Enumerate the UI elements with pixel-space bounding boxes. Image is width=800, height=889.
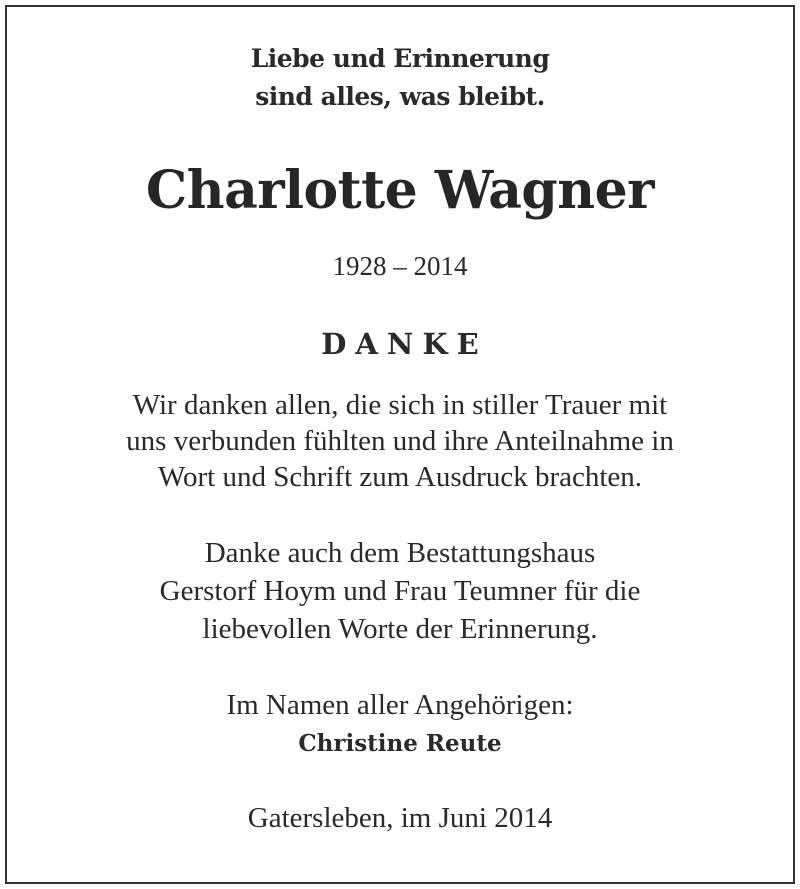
signature-intro: Im Namen aller Angehörigen: [226,689,574,721]
thanks-text-line-1: Wir danken allen, die sich in stiller Trauer mit [132,389,668,421]
place-date: Gatersleben, im Juni 2014 [247,802,553,834]
motto-line-1: Liebe und Erinnerung [250,44,550,73]
motto-line-2: sind alles, was bleibt. [255,82,545,111]
life-dates: 1928 – 2014 [332,251,468,281]
thanks-text-line-2: uns verbunden fühlten und ihre Anteilnahme in [126,425,674,457]
signer-name: Christine Reute [298,730,502,757]
funeral-home-thanks-line-2: Gerstorf Hoym und Frau Teumner für die [159,575,641,607]
thanks-text-line-3: Wort und Schrift zum Ausdruck brachten. [157,461,643,493]
funeral-home-thanks-line-3: liebevollen Worte der Erinnerung. [202,613,598,645]
deceased-name: Charlotte Wagner [145,160,655,221]
thanks-heading: DANKE [321,327,488,361]
funeral-home-thanks-line-1: Danke auch dem Bestattungshaus [204,537,596,569]
